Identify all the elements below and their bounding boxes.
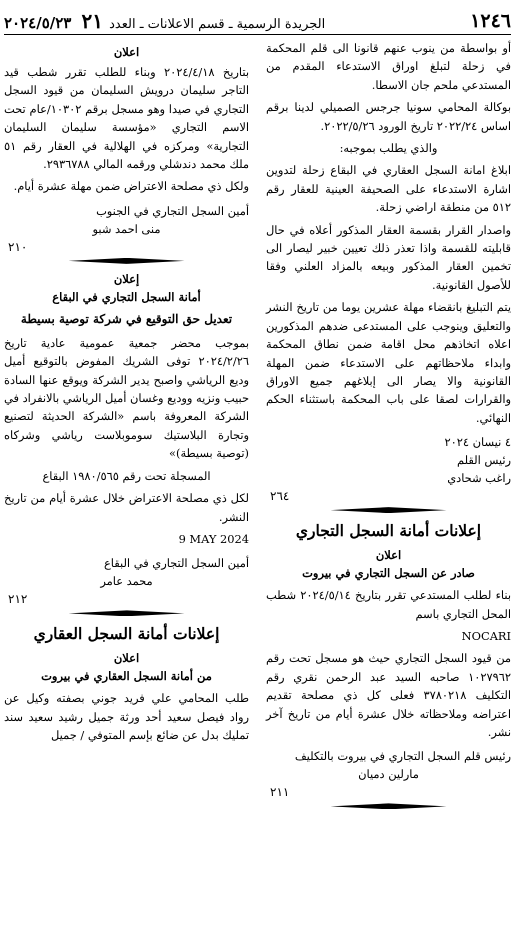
paragraph: أو بواسطة من ينوب عنهم قانونا الى قلم المحكمة في زحلة لتبلغ اوراق الاستدعاء المقدم من المستدعي ملحم جان الاسطا. <box>266 41 511 92</box>
ad-label: اعلان <box>113 651 140 666</box>
ad-number: ٢١١ <box>270 785 290 800</box>
paragraph: ابلاغ امانة السجل العقاري في البقاع زحلة لتدوين اشارة الاستدعاء على الصحيفة العينية للعقار رقم ٥١٢ من منطقة اراضي زحلة. <box>266 163 511 215</box>
signature-block <box>4 554 249 590</box>
divider <box>4 258 249 264</box>
paragraph: طلب المحامي علي فريد جوني بصفته وكيل عن رواد فيصل سعيد أحد ورثة جميل رشيد سعيد سند تمليك بدل عن ضائع بإسم المتوفي / جميل <box>4 691 249 743</box>
ad-date: 9 MAY 2024 <box>178 531 249 546</box>
ad-subtitle: صادر عن السجل التجاري في بيروت <box>302 566 475 581</box>
ad-number: ٢١٢ <box>8 592 28 607</box>
gazette-title: الجريدة الرسمية ـ قسم الاعلانات ـ العدد <box>109 17 326 32</box>
paragraph: المسجلة تحت رقم ١٩٨٠/٥٦٥ البقاع <box>42 468 211 483</box>
signature-block <box>4 202 249 238</box>
signature-name: محمد عامر <box>100 574 153 589</box>
paragraph: يتم التبليغ بانقضاء مهلة عشرين يوما من تاريخ النشر والتعليق وينوجب على المستدعى ضدهم المذكورين اعلاه اتخاذهم محل اقامة ضمن نطاق المحكمة وابداء ملاحظاتهم على الاستدعاء ضمن المهلة القانونية والا يصار الى إبلاغهم جميع الاوراق والقرارات لصقا على باب المحكمة باستثناء الحكم النهائي. <box>266 300 511 425</box>
signature-title: رئيس قلم السجل التجاري في بيروت بالتكليف <box>294 749 511 764</box>
running-header <box>4 9 325 33</box>
divider <box>266 507 511 513</box>
page-number: ١٢٤٦ <box>470 10 511 32</box>
paragraph: بناء لطلب المستدعي تقرر بتاريخ ٢٠٢٤/٥/١٤ شطب المحل التجاري باسم <box>266 588 511 621</box>
divider <box>266 803 511 809</box>
ad-label: اعلان <box>113 45 140 59</box>
section-title: إعلانات أمانة السجل التجاري <box>295 521 482 541</box>
issue-number: ٢١ <box>81 9 103 33</box>
issue-date: ٢٠٢٤/٥/٢٣ <box>4 14 72 32</box>
signature-name: مارلين دميان <box>358 767 419 782</box>
ad-number: ٢١٠ <box>8 239 28 254</box>
ad-subtitle: تعديل حق التوقيع في شركة توصية بسيطة <box>20 311 233 326</box>
signature-title: أمين السجل التجاري في البقاع <box>104 556 249 571</box>
paragraph: ولكل ذي مصلحة الاعتراض ضمن مهلة عشرة أيام. <box>13 179 249 194</box>
signature-block <box>266 433 511 487</box>
signature-name: منى احمد شبو <box>92 221 161 236</box>
paragraph: من قيود السجل التجاري حيث هو مسجل تحت رقم ١٠٢٧٩٦٢ صاحبه السيد عبد الرحمن نقري رقم التكليف ٣٧٨٠٢١٨ فعلى كل ذي مصلحة تقديم اعتراضه وملاحظاته خلال عشرة أيام من تاريخ آخر نشر. <box>266 651 512 739</box>
paragraph: لكل ذي مصلحة الاعتراض خلال عشرة أيام من تاريخ النشر. <box>4 491 249 524</box>
signature-title: أمين السجل التجاري في الجنوب <box>96 203 249 218</box>
paragraph: والذي يطلب بموجبه: <box>339 141 438 156</box>
ad-number: ٢٦٤ <box>270 489 290 504</box>
section-title: إعلانات أمانة السجل العقاري <box>33 624 220 644</box>
signature-block <box>266 747 511 783</box>
paragraph: واصدار القرار بقسمة العقار المذكور أعلاه في حال قابليته للقسمة واذا تعذر ذلك تعيين خبير ليصار الى تخمين العقار المذكور وبيعه بالمزاد العلني وفقا للأصول القانونية. <box>266 222 511 292</box>
paragraph: بموجب محضر جمعية عمومية عادية تاريخ ٢٠٢٤/٢/٢٦ توفى الشريك المفوض بالتوقيع أميل وديع الرياشي واصبح يدير الشركة ويوقع عنها السادة حبيب ونزيه ووديع وغسان أميل الرياشي بالانفراد في الشركة المعروفة باسم «الشركة الحديثة لتصنيع وتجارة البلاستيك سوموبلاست رياشي وشركاه (توصية بسيطة)» <box>4 335 249 461</box>
column-right <box>266 39 511 817</box>
ad-subtitle: من أمانة السجل العقاري في بيروت <box>41 669 212 684</box>
ad-label: إعلان <box>113 271 140 286</box>
ad-label: اعلان <box>375 548 402 563</box>
divider <box>4 610 249 616</box>
signature-name: راغب شحادي <box>447 471 511 486</box>
paragraph: بتاريخ ٢٠٢٤/٤/١٨ وبناء للطلب تقرر شطب قيد التاجر سليمان درويش السليمان من قيود السجل التجاري في صيدا وهو مسجل برقم ١٠٣٠٢/عام تحت الاسم التجاري «مؤسسة سليمان السليمان التجارية» ومركزه في الهلالية في العقار رقم ٥١ ملك محمد دندشلي ورقمه المالي ٢٩٣٦٧٨٨. <box>4 65 249 172</box>
trade-name: NOCARI <box>461 628 511 643</box>
page-header <box>4 8 511 35</box>
paragraph: بوكالة المحامي سونيا جرجس الصميلي لدينا برقم اساس ٢٠٢٢/٢٤ تاريخ الورود ٢٠٢٢/٥/٢٦. <box>266 100 511 133</box>
column-left <box>4 39 249 817</box>
signature-title: رئيس القلم <box>457 453 511 468</box>
signature-date: ٤ نيسان ٢٠٢٤ <box>444 435 511 450</box>
ad-title: أمانة السجل التجاري في البقاع <box>52 289 201 304</box>
